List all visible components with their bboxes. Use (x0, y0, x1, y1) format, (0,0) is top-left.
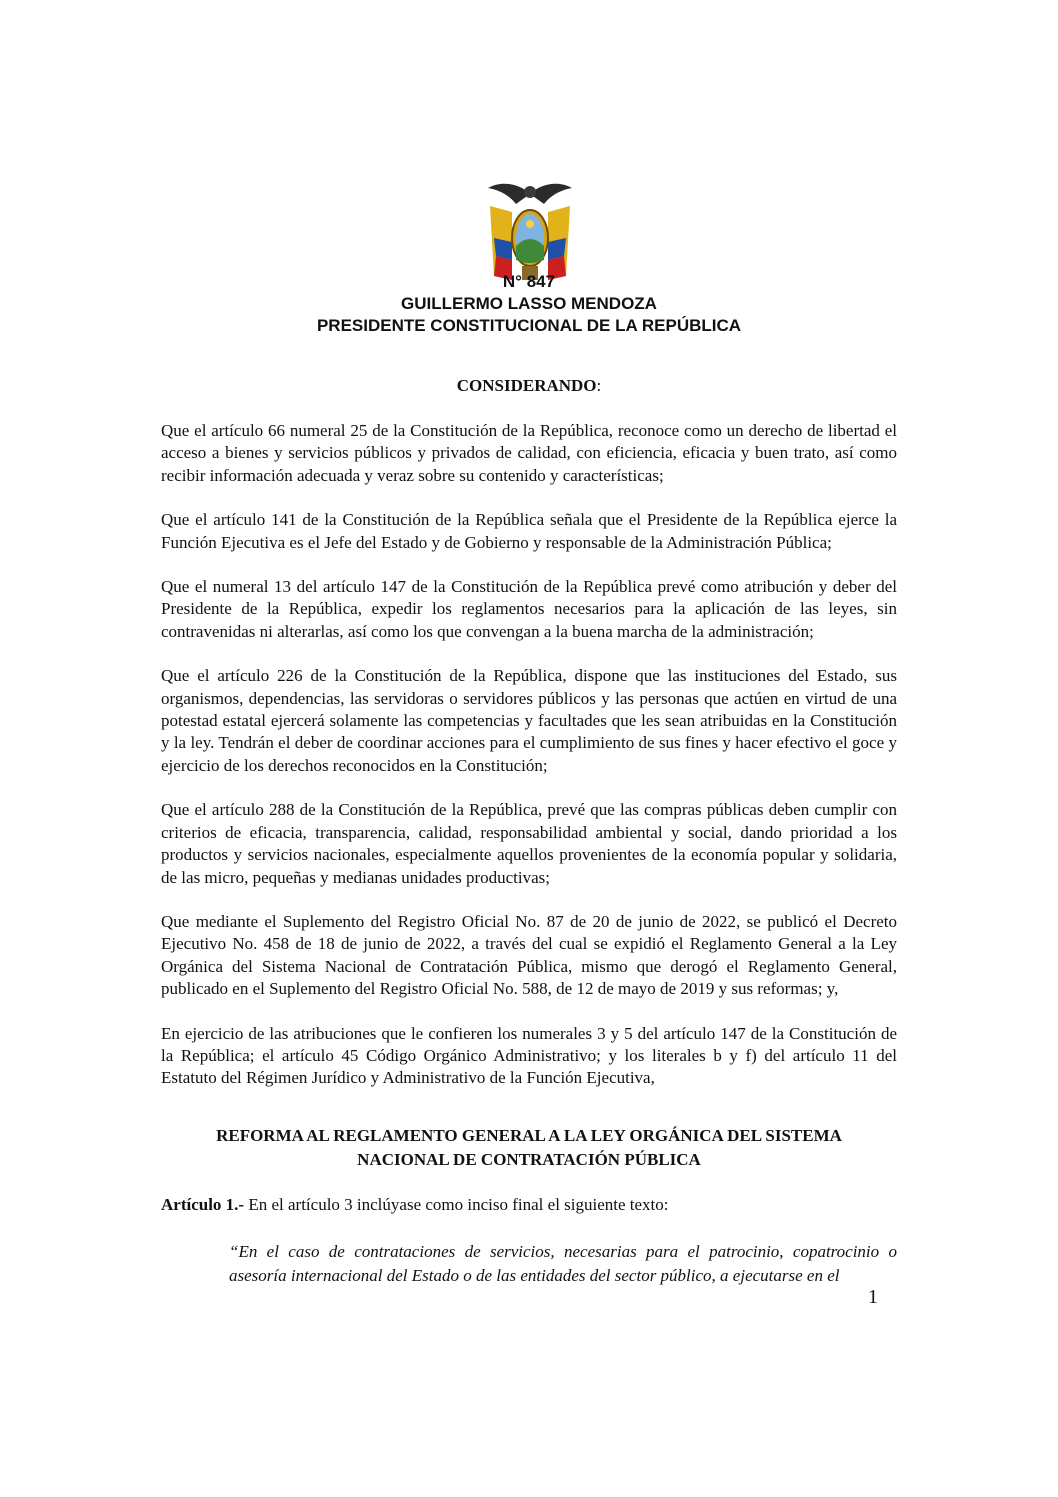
considerations-body (161, 420, 897, 1112)
paragraph: Que el artículo 288 de la Constitución de la República, prevé que las compras públicas deben cumplir con criterios de eficacia, transparencia, calidad, responsabilidad ambiental y social, dando prioridad a los productos y servicios nacionales, especialmente aquellos provenientes de la economía popular y solidaria, de las micro, pequeñas y medianas unidades productivas; (161, 800, 897, 887)
page-number: 1 (868, 1286, 878, 1308)
reform-title (161, 1124, 897, 1172)
decree-number: N° 847 (502, 272, 556, 291)
considerando-label: CONSIDERANDO (456, 376, 597, 395)
paragraph: Que el artículo 141 de la Constitución de la República señala que el Presidente de la República ejerce la Función Ejecutiva es el Jefe del Estado y de Gobierno y responsable de la Administración Pública; (161, 510, 897, 552)
president-name: GUILLERMO LASSO MENDOZA (401, 294, 657, 313)
considerando-colon: : (596, 376, 602, 395)
reform-title-line-2: NACIONAL DE CONTRATACIÓN PÚBLICA (357, 1150, 701, 1169)
paragraph: Que mediante el Suplemento del Registro Oficial No. 87 de 20 de junio de 2022, se publicó el Decreto Ejecutivo No. 458 de 18 de junio de 2022, a través del cual se expidió el Reglamento General a la Ley Orgánica del Sistema Nacional de Contratación Pública, mismo que derogó el Reglamento General, publicado en el Suplemento del Registro Oficial No. 588, de 12 de mayo de 2019 y sus reformas; y, (161, 911, 897, 999)
article-1-text: En el artículo 3 inclúyase como inciso final el siguiente texto: (244, 1195, 669, 1214)
paragraph: En ejercicio de las atribuciones que le confieren los numerales 3 y 5 del artículo 147 de la Constitución de la República; el artículo 45 Código Orgánico Administrativo; y los literales b y f) del artículo 11 del Estatuto del Régimen Jurídico y Administrativo de la Función Ejecutiva, (161, 1023, 897, 1088)
article-1-quote: “En el caso de contrataciones de servicios, necesarias para el patrocinio, copatrocinio o asesoría internacional del Estado o de las entidades del sector público, a ejecutarse en el (229, 1242, 897, 1285)
paragraph: Que el numeral 13 del artículo 147 de la Constitución de la República prevé como atribución y deber del Presidente de la República, expedir los reglamentos necesarios para la aplicación de las leyes, sin contravenidas ni alterarlas, así como los que convengan a la buena marcha de la administración; (161, 577, 897, 641)
considerando-heading (0, 376, 1058, 396)
paragraph: Que el artículo 66 numeral 25 de la Constitución de la República, reconoce como un derecho de libertad el acceso a bienes y servicios públicos y privados de calidad, con eficiencia, eficacia y buen trato, así como recibir información adecuada y veraz sobre su contenido y características; (161, 421, 897, 485)
article-1 (161, 1195, 897, 1215)
article-1-label: Artículo 1.- (161, 1195, 245, 1214)
reform-title-line-1: REFORMA AL REGLAMENTO GENERAL A LA LEY ORGÁNICA DEL SISTEMA (216, 1126, 842, 1145)
president-title: PRESIDENTE CONSTITUCIONAL DE LA REPÚBLICA (316, 316, 742, 335)
paragraph: Que el artículo 226 de la Constitución de la República, dispone que las instituciones del Estado, sus organismos, dependencias, las servidoras o servidores públicos y las personas que actúen en virtud de una potestad estatal ejercerá solamente las competencias y facultades que les sean atribuidas en la Constitución y la ley. Tendrán el deber de coordinar acciones para el cumplimiento de sus fines y hacer efectivo el goce y ejercicio de los derechos reconocidos en la Constitución; (161, 666, 897, 775)
